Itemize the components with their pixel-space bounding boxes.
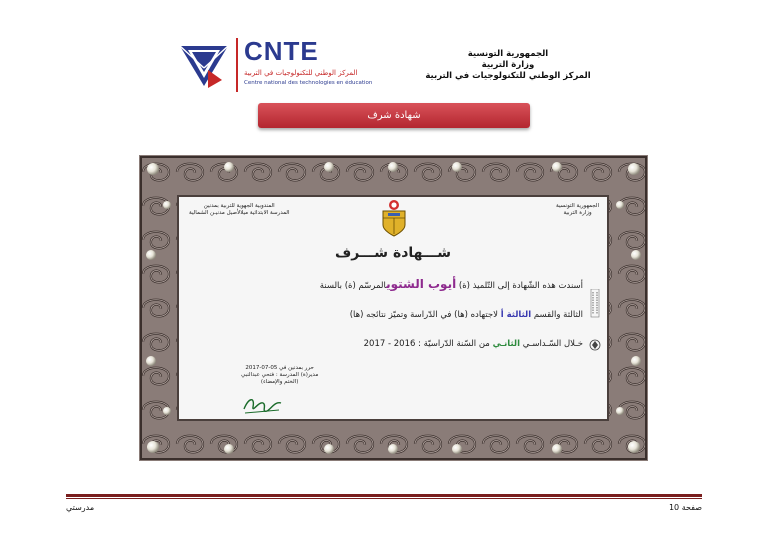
cert-line-2 [350, 310, 583, 320]
cert-ministry: وزارة التربية [563, 210, 592, 216]
cnte-logo [178, 38, 378, 94]
header-institution-block [408, 49, 608, 82]
cert-left-header [189, 203, 289, 217]
logo-divider [236, 38, 238, 92]
cert-line-3 [364, 339, 583, 349]
class-level: الثالثة أ [500, 310, 532, 320]
footer-rule-thin [66, 498, 702, 499]
certificate [139, 155, 648, 461]
logo-french-text: Centre national des technologies en éducation [244, 80, 373, 86]
line3-prefix: خـلال السّـداسـي [522, 339, 583, 349]
ministry-label: وزارة التربية [481, 60, 535, 70]
certificate-body [177, 195, 609, 421]
cnte-emblem-icon [178, 40, 230, 90]
tunisia-coat-of-arms-icon [379, 199, 409, 237]
side-stamp-icon [589, 289, 601, 359]
semester-label: الثانـي [492, 339, 521, 349]
footer-rule-thick [66, 494, 702, 497]
line3-suffix: من السّنة الدّراسيّة : 2016 - 2017 [363, 339, 490, 349]
line1-suffix: المرسّم (ة) بالسنة [319, 281, 387, 291]
logo-arabic-text: المركز الوطني للتكنولوجيات في التربية [244, 69, 358, 77]
center-label: المركز الوطني للتكنولوجيات في التربية [425, 71, 591, 81]
logo-title: CNTE [244, 36, 319, 66]
page-number: صفحة 10 [668, 503, 702, 512]
signature-icon [241, 393, 285, 417]
cert-line-1 [320, 277, 583, 291]
cert-school-name: المدرسة الابتدائية ميلالأصيل مدنيـن الشمالية [189, 210, 290, 216]
student-name: أيوب الشتوي [386, 277, 457, 291]
cert-republic: الجمهورية التونسية [556, 203, 599, 209]
signature-block [241, 365, 318, 386]
certificate-title: شـــهادة شـــرف [334, 245, 452, 261]
honor-certificate-banner: شهادة شرف [258, 103, 530, 128]
seal-signature-label: (الختم والإمضاء) [260, 379, 299, 385]
line2-prefix: الثالثة والقسم [533, 310, 583, 320]
line1-prefix: أسندت هذه الشّهادة إلى التّلميذ (ة) [458, 281, 583, 291]
cert-regional-office: المندوبية الجهوية للتربية بمدنين [203, 203, 275, 209]
republic-label: الجمهورية التونسية [467, 49, 549, 59]
line2-suffix: لاجتهاده (ها) في الدّراسة وتميّز نتائجه (ها) [349, 310, 498, 320]
cert-right-header [556, 203, 599, 217]
footer-left-label: مدرستي [66, 503, 95, 512]
issue-date: حرر بمدنين في 05-07-2017 [245, 365, 314, 371]
school-director: مدير(ة) المدرسة : فتحي عبدالنبي [241, 372, 319, 378]
